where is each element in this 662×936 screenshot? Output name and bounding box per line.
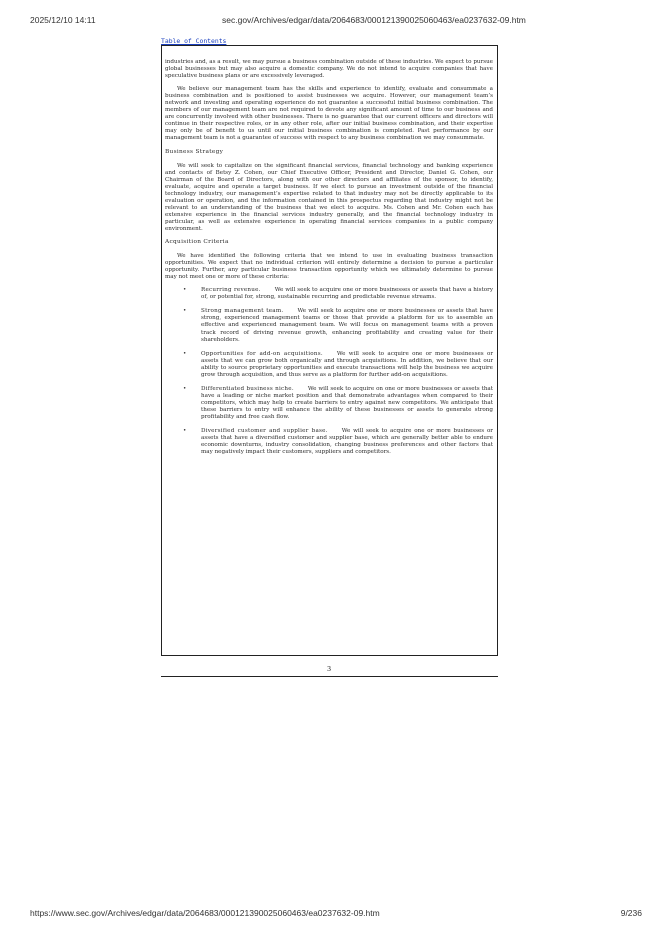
criteria-text: We will seek to acquire one or more businesses or assets that have strong, experienced management teams or those that provide a platform for us to assemble an effective and experienced management team. We will focus on management teams with a proven track record of driving revenue growth, enhancing profitability and creating value for their shareholders. [201, 308, 493, 343]
page-divider [161, 676, 498, 677]
criteria-item-diversified-base [165, 428, 493, 456]
bullet-icon: • [183, 385, 187, 392]
heading-business-strategy: Business Strategy [165, 148, 224, 155]
criteria-item-recurring-revenue [165, 287, 493, 301]
table-of-contents-link[interactable]: Table of Contents [161, 37, 227, 45]
print-footer-url: https://www.sec.gov/Archives/edgar/data/2064683/000121390025060463/ea0237632-09.htm [30, 908, 380, 918]
print-page-title: sec.gov/Archives/edgar/data/2064683/000121390025060463/ea0237632-09.htm [222, 15, 526, 25]
criteria-text: We will seek to acquire on one or more businesses or assets that have a leading or niche market position and that demonstrate advantages when compared to their competitors, which may help to create barriers to entry against new competitors. We anticipate that these barriers to entry will enhance the ability of these businesses or assets to generate strong profitability and free cash flow. [201, 385, 494, 420]
paragraph-management-team: We believe our management team has the skills and experience to identify, evaluate and consummate a business combination and is positioned to assist businesses we acquire. However, our management team’s network and investing and operating experience do not guarantee a successful initial business combination. The members of our management team are not required to devote any significant amount of time to our business and are concurrently involved with other businesses. There is no guarantee that our current officers and directors will continue in their respective roles, or in any other role, after our initial business combination, and their expertise may only be of benefit to us until our initial business combination is completed. Past performance by our management team is not a guarantee of success with respect to any business combination we may consummate. [165, 86, 493, 142]
document-body [165, 59, 493, 463]
criteria-lead: Recurring revenue. [201, 287, 261, 294]
paragraph-industries: industries and, as a result, we may pursue a business combination outside of these industries. We expect to pursue global businesses but may also acquire a domestic company. We do not intend to acquire companies that have speculative business plans or are excessively leveraged. [165, 59, 493, 80]
heading-acquisition-criteria: Acquisition Criteria [165, 239, 229, 246]
criteria-text: We will seek to acquire one or more businesses or assets that have a diversified customer and supplier base, which are generally better able to endure economic downturns, industry consolidation, changing business preferences and other factors that may negatively impact their customers, suppliers and competitors. [201, 428, 493, 456]
bullet-icon: • [183, 287, 187, 294]
criteria-item-differentiated-niche [165, 386, 493, 421]
criteria-item-add-on-acquisitions [165, 351, 493, 379]
criteria-lead: Differentiated business niche. [201, 385, 294, 392]
paragraph-business-strategy: We will seek to capitalize on the significant financial services, financial technology and banking experience and contacts of Betsy Z. Cohen, our Chief Executive Officer, President and Director, Daniel G. Cohen, our Chairman of the Board of Directors, along with our other directors and affiliates of the sponsor, to identify, evaluate, acquire and operate a target business. If we elect to pursue an investment outside of the financial technology industry, our management’s expertise related to that industry may not be directly applicable to its evaluation or operation, and the information contained in this prospectus regarding that industry might not be relevant to an understanding of the business that we elect to acquire. Ms. Cohen and Mr. Cohen each has extensive experience in the financial services industry generally, and the financial technology industry in particular, as well as extensive experience in operating financial services companies in a public company environment. [165, 162, 493, 232]
criteria-text: We will seek to acquire one or more businesses or assets that we can grow both organically and through acquisitions. In addition, we believe that our ability to source proprietary opportunities and execute transactions will help the business we acquire grow through acquisition, and thus serve as a platform for further add-on acquisitions. [201, 350, 493, 378]
bullet-icon: • [183, 308, 187, 315]
criteria-lead: Diversified customer and supplier base. [201, 428, 328, 435]
criteria-text: We will seek to acquire one or more businesses or assets that have a history of, or potential for, strong, sustainable recurring and predictable revenue streams. [201, 287, 494, 301]
page-number: 3 [327, 665, 332, 673]
print-page-count: 9/236 [620, 908, 642, 918]
print-datetime: 2025/12/10 14:11 [30, 15, 96, 25]
criteria-list [165, 287, 493, 456]
bullet-icon: • [183, 350, 187, 357]
criteria-item-strong-management [165, 308, 493, 343]
bullet-icon: • [183, 428, 187, 435]
criteria-lead: Strong management team. [201, 308, 284, 315]
criteria-lead: Opportunities for add-on acquisitions. [201, 350, 323, 357]
paragraph-acquisition-criteria: We have identified the following criteria that we intend to use in evaluating business transaction opportunities. We expect that no individual criterion will entirely determine a decision to pursue a particular opportunity. Further, any particular business transaction opportunity which we ultimately determine to pursue may not meet one or more of these criteria: [165, 253, 493, 281]
